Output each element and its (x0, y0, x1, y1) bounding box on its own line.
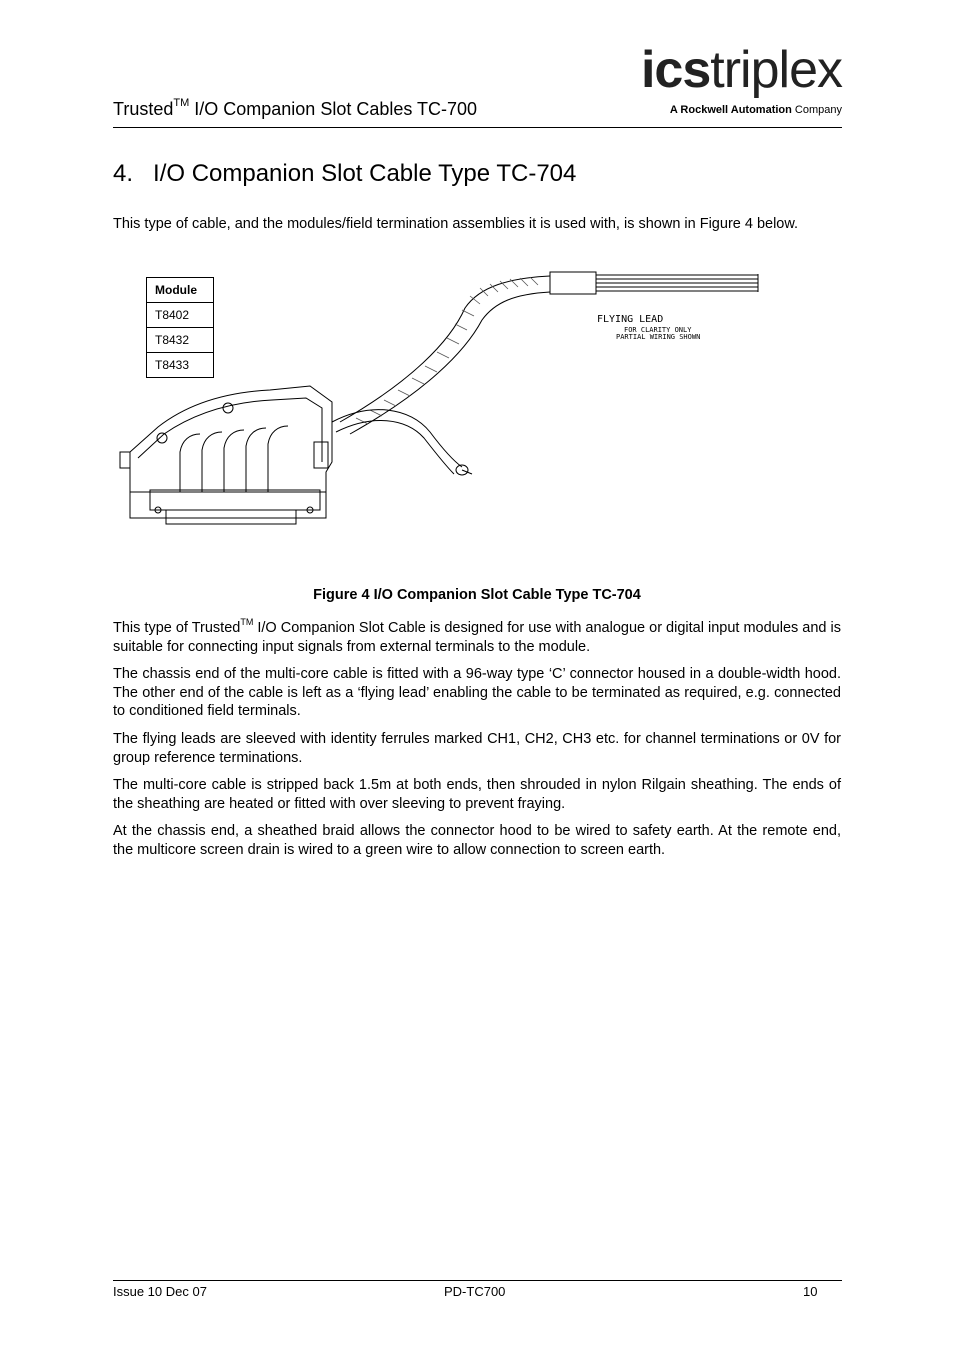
body-paragraph-5: At the chassis end, a sheathed braid allows the connector hood to be wired to safety earth. At the remote end, the multicore screen drain is wired to a green wire to allow connection to screen earth. (113, 823, 841, 858)
partial-wiring-label: PARTIAL WIRING SHOWN (616, 333, 701, 341)
footer-page-number: 10 (803, 1284, 818, 1299)
body-paragraph-1 (113, 619, 841, 656)
section-title: 4. I/O Companion Slot Cable Type TC-704 (113, 160, 577, 187)
module-table-header: Module (147, 278, 214, 303)
logo-word-light: triplex (710, 41, 842, 99)
module-table-row: T8402 (147, 303, 214, 328)
logo-wordmark (641, 42, 842, 98)
logo-word-bold: ics (640, 41, 711, 99)
figure-caption: Figure 4 I/O Companion Slot Cable Type TC-704 (313, 587, 641, 603)
logo-tagline (670, 104, 842, 116)
flying-lead-label: FLYING LEAD (597, 314, 664, 325)
header-divider (113, 127, 842, 128)
header-title-rest: I/O Companion Slot Cables TC-700 (189, 99, 478, 119)
clarity-label: FOR CLARITY ONLY (624, 326, 692, 334)
module-table-row: T8432 (147, 328, 214, 353)
logo-tagline-main: A Rockwell Automation (669, 104, 792, 116)
p1-start: This type of Trusted (113, 620, 241, 636)
header-title-prefix: Trusted (113, 99, 174, 119)
intro-paragraph: This type of cable, and the modules/field termination assemblies it is used with, is shown in Figure 4 below. (113, 216, 799, 232)
company-logo (612, 42, 844, 120)
p1-end: I/O Companion Slot Cable is designed for use with analogue or digital input modules and is suitable for connecting input signals from external terminals to the module. (113, 620, 841, 655)
body-paragraph-3: The flying leads are sleeved with identity ferrules marked CH1, CH2, CH3 etc. for channel terminations or 0V for group reference terminations. (113, 731, 841, 766)
footer-divider (113, 1280, 842, 1281)
footer-issue: Issue 10 Dec 07 (113, 1284, 207, 1299)
connector-body (150, 490, 320, 510)
page-header-title (113, 99, 477, 120)
body-paragraph-4: The multi-core cable is stripped back 1.5m at both ends, then shrouded in nylon Rilgain sheathing. The ends of the sheathing are heated or fitted with over sleeving to prevent fraying. (113, 777, 841, 812)
header-title-tm: TM (173, 97, 190, 109)
multicore-cable-upper (340, 276, 550, 422)
module-table (146, 277, 214, 378)
cable-end-sleeve (550, 272, 596, 294)
body-paragraph-2: The chassis end of the multi-core cable is fitted with a 96-way type ‘C’ connector housed in a double-width hood. The other end of the cable is left as a ‘flying lead’ enabling the cable to be terminated as required, e.g. connected to conditioned field terminals. (113, 666, 841, 719)
module-table-row: T8433 (147, 353, 214, 378)
multicore-cable-lower (350, 292, 550, 434)
earth-braid-upper (332, 410, 462, 467)
footer-doc-id: PD-TC700 (444, 1284, 506, 1299)
p1-tm: TM (240, 617, 254, 628)
logo-tagline-suffix: Company (794, 104, 842, 116)
